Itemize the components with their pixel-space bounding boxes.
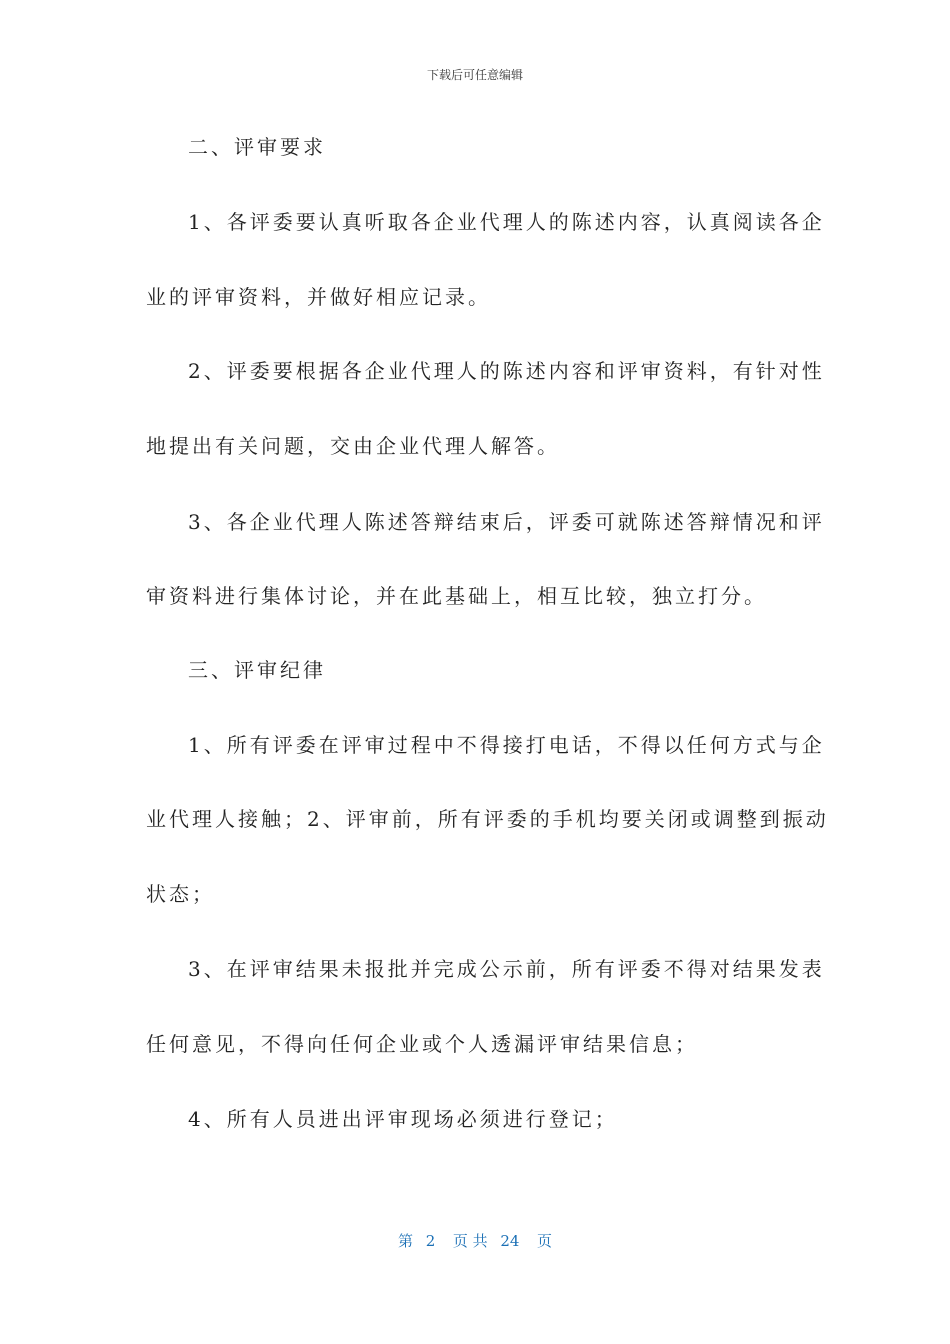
paragraph-line: 业的评审资料，并做好相应记录。: [146, 285, 491, 309]
footer-page-middle: 页 共: [452, 1232, 488, 1250]
paragraph-line: 3、各企业代理人陈述答辩结束后，评委可就陈述答辩情况和评: [188, 510, 825, 534]
paragraph-line: 业代理人接触；2、评审前，所有评委的手机均要关闭或调整到振动: [146, 807, 829, 831]
paragraph-line: 3、在评审结果未报批并完成公示前，所有评委不得对结果发表: [188, 957, 825, 981]
paragraph-line: 4、所有人员进出评审现场必须进行登记；: [188, 1107, 618, 1131]
footer-page-prefix: 第: [397, 1232, 413, 1250]
paragraph-line: 1、所有评委在评审过程中不得接打电话，不得以任何方式与企: [188, 733, 825, 757]
page-footer: [0, 1230, 950, 1251]
footer-page-suffix: 页: [537, 1232, 553, 1250]
footer-page-total: 24: [500, 1232, 520, 1250]
section-heading-requirements: 二、评审要求: [188, 135, 326, 159]
paragraph-line: 审资料进行集体讨论，并在此基础上，相互比较，独立打分。: [146, 584, 767, 608]
paragraph-line: 地提出有关问题，交由企业代理人解答。: [146, 434, 560, 458]
paragraph-line: 任何意见，不得向任何企业或个人透漏评审结果信息；: [146, 1032, 698, 1056]
paragraph-line: 状态；: [146, 882, 215, 906]
paragraph-line: 2、评委要根据各企业代理人的陈述内容和评审资料，有针对性: [188, 359, 825, 383]
footer-page-number: 2: [425, 1232, 436, 1250]
paragraph-line: 1、各评委要认真听取各企业代理人的陈述内容，认真阅读各企: [188, 210, 825, 234]
section-heading-discipline: 三、评审纪律: [188, 658, 326, 682]
page-header-note: 下载后可任意编辑: [426, 68, 523, 82]
